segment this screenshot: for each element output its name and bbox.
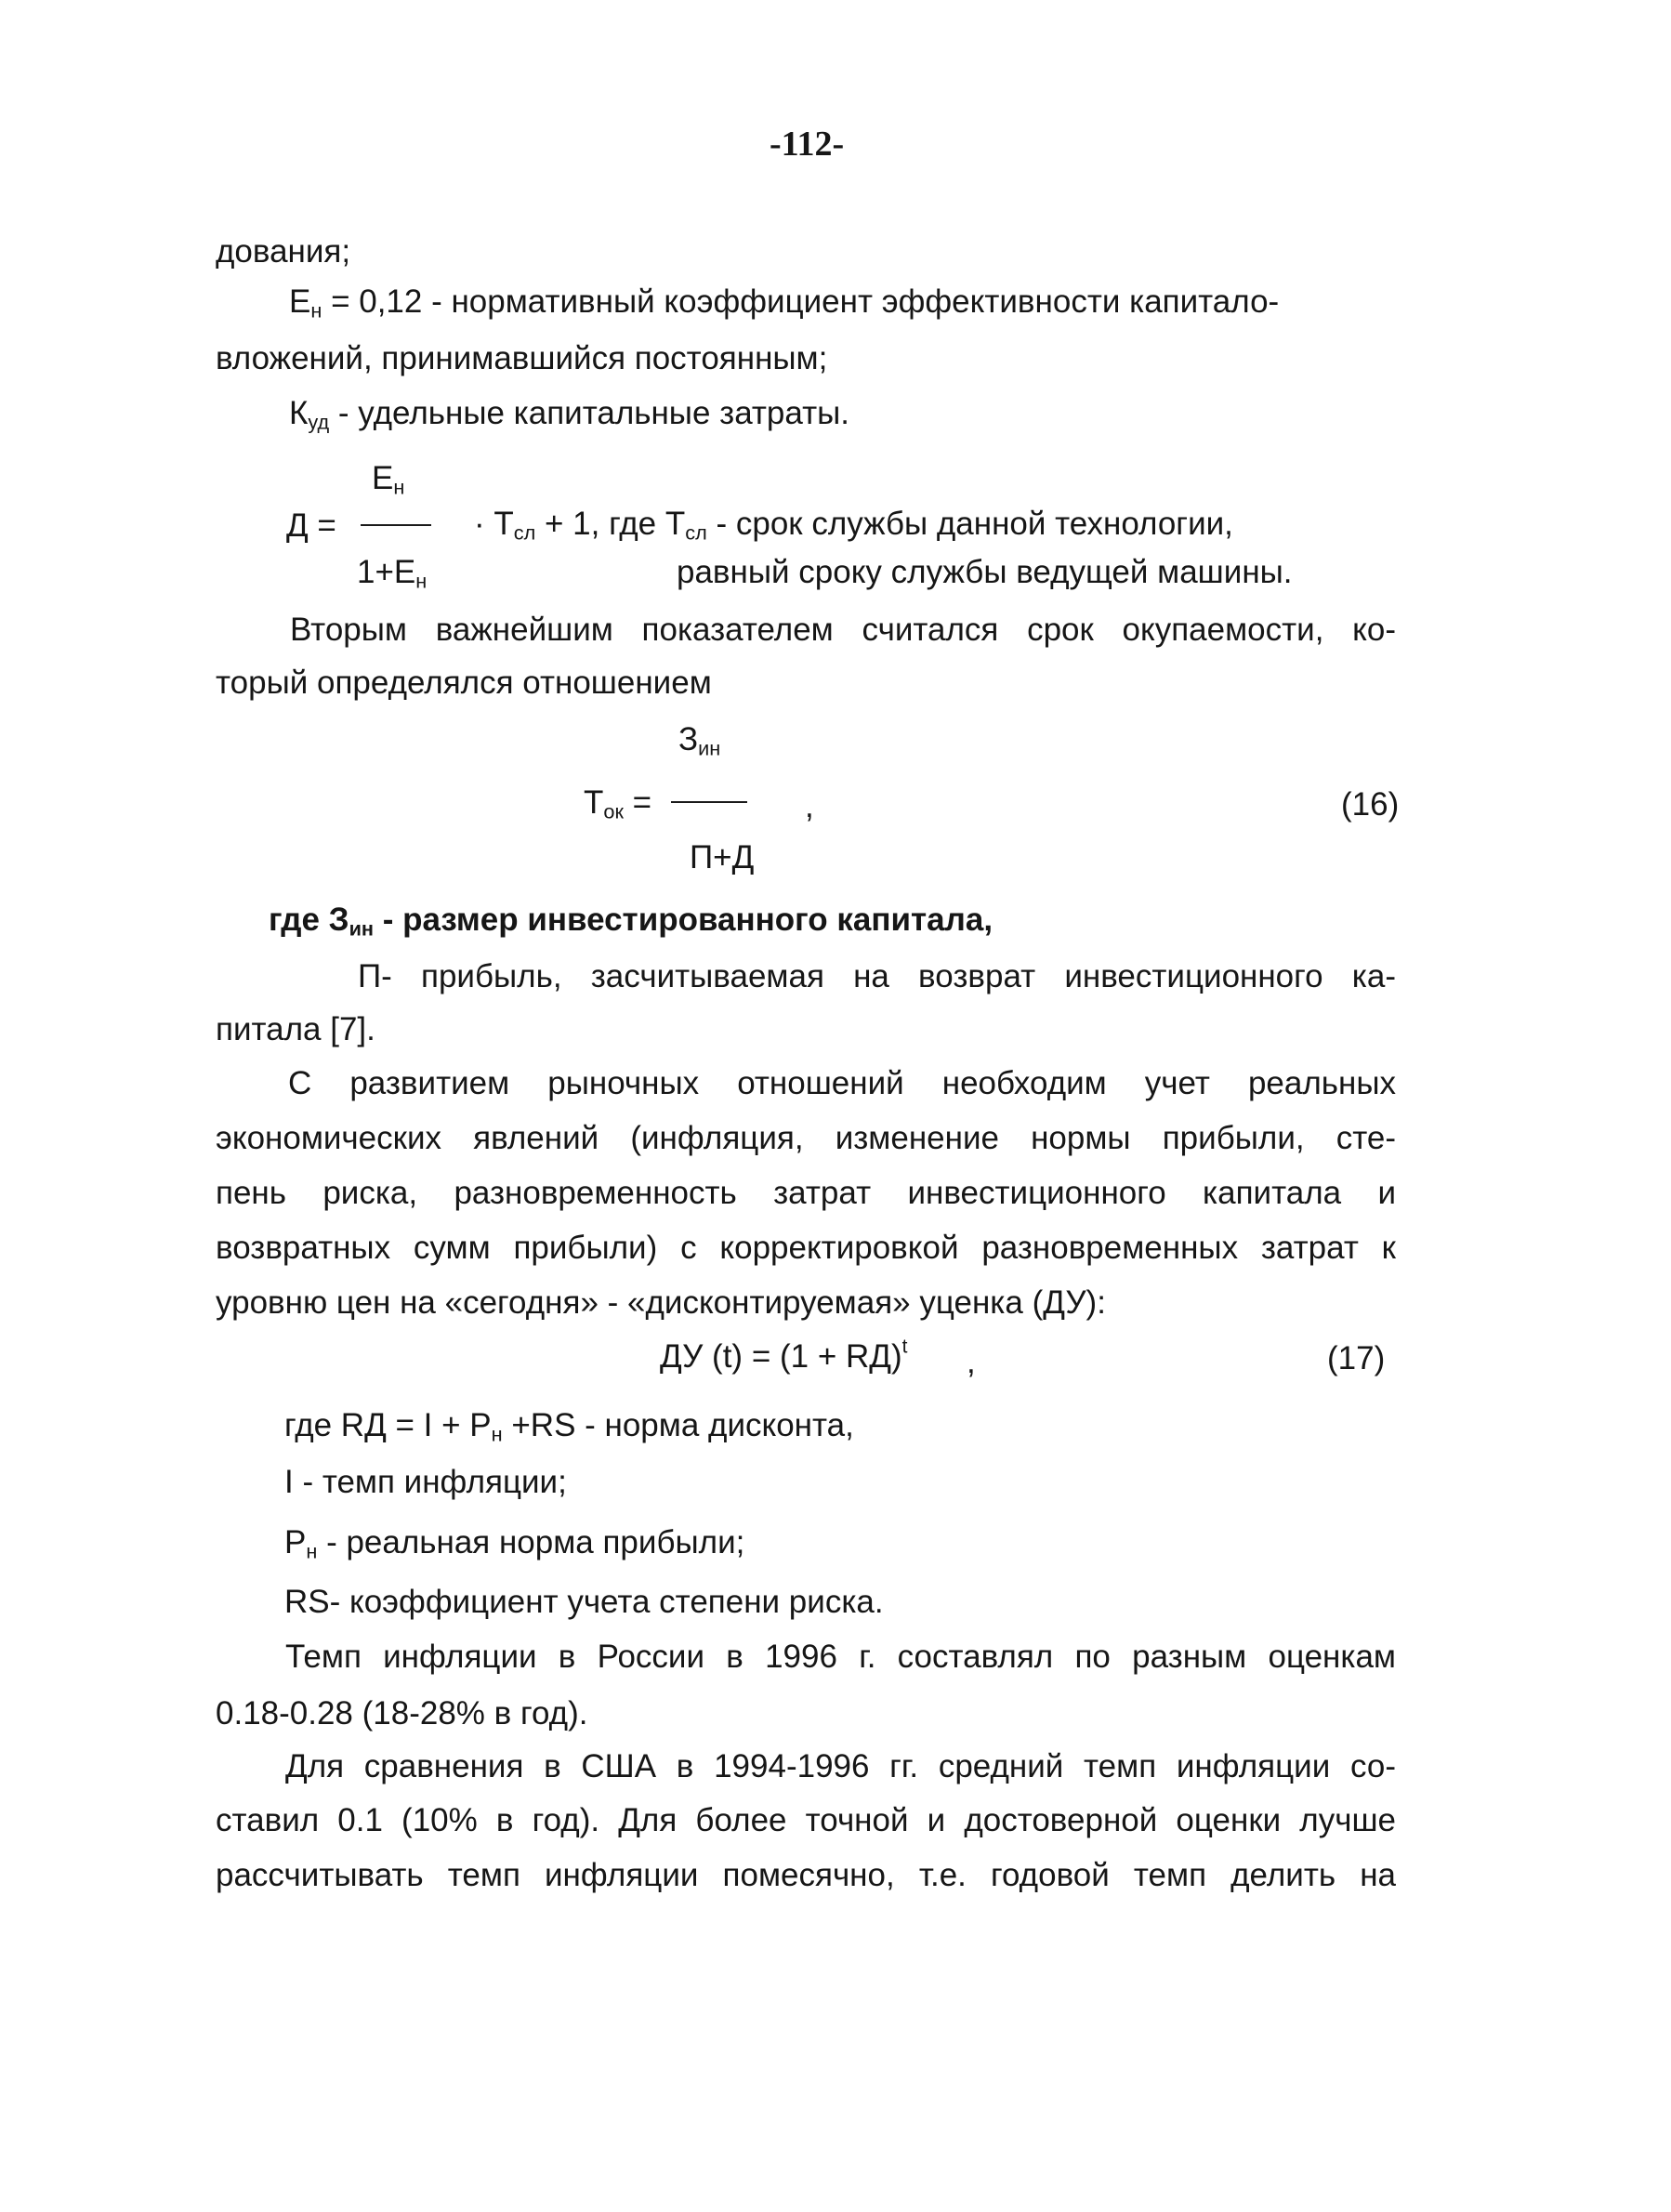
formula-denominator: П+Д <box>690 839 755 876</box>
text-line: С развитием рыночных отношений необходим учет реальных <box>288 1065 1396 1101</box>
text-line: где $З_{ин}$ - размер инвестированного капитала, <box>269 902 993 941</box>
fraction-bar <box>361 524 431 526</box>
formula-numerator: $Е_н$ <box>372 460 405 499</box>
text-line: RS- коэффициент учета степени риска. <box>284 1584 884 1620</box>
formula-label: (16) <box>1341 786 1400 823</box>
text-line: вложений, принимавшийся постоянным; <box>216 340 828 376</box>
fraction-bar <box>671 801 747 803</box>
text-line: равный сроку службы ведущей машины. <box>677 554 1293 590</box>
text-line: $Е_н = 0,12$ - нормативный коэффициент эффективности капитало- <box>289 283 1280 323</box>
text-line: Вторым важнейшим показателем считался срок окупаемости, ко- <box>290 612 1396 648</box>
text-line: пень риска, разновременность затрат инвестиционного капитала и <box>216 1175 1396 1211</box>
text-line: питала [7]. <box>216 1011 375 1047</box>
text-line: Темп инфляции в России в 1996 г. составлял по разным оценкам <box>285 1639 1396 1675</box>
text-line: П- прибыль, засчитываемая на возврат инвестиционного ка- <box>358 958 1396 994</box>
text-line: экономических явлений (инфляция, изменение нормы прибыли, сте- <box>216 1120 1396 1156</box>
text-line: уровню цен на «сегодня» - «дисконтируемая» уценка (ДУ): <box>216 1284 1106 1321</box>
text-line: торый определялся отношением <box>216 665 712 701</box>
text-line: 0.18-0.28 (18-28% в год). <box>216 1695 588 1731</box>
formula-label: (17) <box>1327 1340 1386 1376</box>
text-line: дования; <box>216 233 351 270</box>
formula: ДУ (t) = (1 + RД)$^t$ <box>660 1336 908 1375</box>
formula-comma: , <box>805 788 814 824</box>
formula-lhs: Д = <box>286 507 336 544</box>
text-line: $К_{уд}$ - удельные капитальные затраты. <box>289 395 850 434</box>
page-number: -112- <box>770 125 845 164</box>
formula-comma: , <box>967 1344 976 1380</box>
formula-numerator: $З_{ин}$ <box>678 721 721 760</box>
formula-denominator: $1+Е_н$ <box>357 554 428 593</box>
text-line: $Р_н$ - реальная норма прибыли; <box>284 1524 745 1563</box>
text-line: Для сравнения в США в 1994-1996 гг. средний темп инфляции со- <box>285 1748 1396 1784</box>
formula-lhs: $Т_{ок}$ = <box>584 784 652 823</box>
text-line: где RД = $I + Р_н +RS$ - норма дисконта, <box>284 1407 854 1446</box>
formula-rhs: · $Т_{сл} + 1$, где $Т_{сл}$ - срок службы данной технологии, <box>474 506 1233 545</box>
text-line: I - темп инфляции; <box>284 1464 567 1500</box>
text-line: ставил 0.1 (10% в год). Для более точной и достоверной оценки лучше <box>216 1802 1396 1838</box>
text-line: возвратных сумм прибыли) с корректировкой разновременных затрат к <box>216 1230 1396 1266</box>
text-line: рассчитывать темп инфляции помесячно, т.е. годовой темп делить на <box>216 1857 1396 1893</box>
